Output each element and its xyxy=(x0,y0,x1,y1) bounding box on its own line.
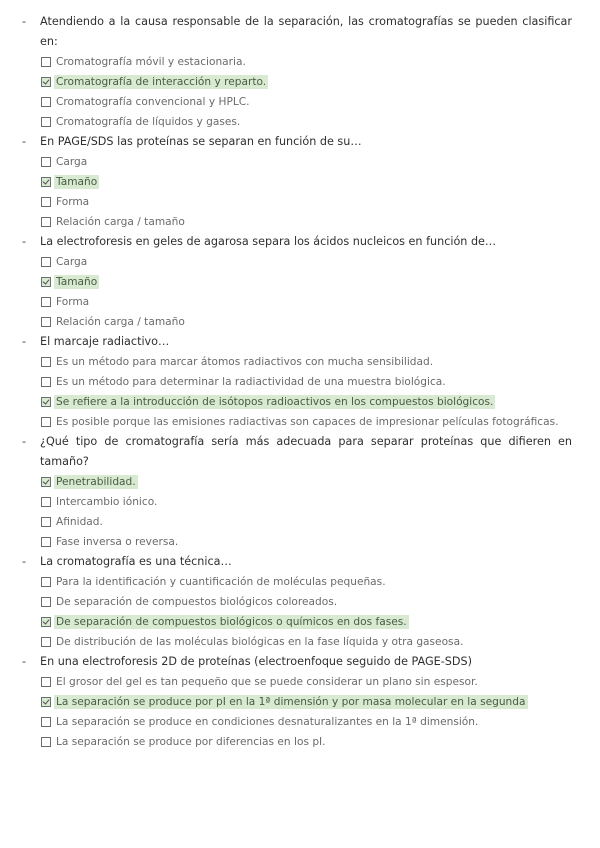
bullet-dash: - xyxy=(22,235,27,248)
answer-option[interactable] xyxy=(0,592,600,612)
checkbox-icon[interactable] xyxy=(41,117,51,127)
checkbox-icon[interactable] xyxy=(41,157,51,167)
option-text: Cromatografía de interacción y reparto. xyxy=(56,76,267,88)
option-text: La separación se produce por pI en la 1ª dimensión y por masa molecular en la segunda xyxy=(56,696,526,708)
option-text: Cromatografía de líquidos y gases. xyxy=(56,116,241,128)
option-text: Es un método para determinar la radiactividad de una muestra biológica. xyxy=(56,376,446,388)
option-text: Se refiere a la introducción de isótopos radioactivos en los compuestos biológicos. xyxy=(56,396,494,408)
checkbox-icon[interactable] xyxy=(41,217,51,227)
option-text: La separación se produce por diferencias en los pI. xyxy=(56,736,326,748)
answer-option[interactable] xyxy=(0,532,600,552)
option-text: Tamaño xyxy=(56,276,98,288)
answer-option[interactable] xyxy=(0,692,600,712)
checked-checkbox-icon[interactable] xyxy=(41,177,51,187)
checked-checkbox-icon[interactable] xyxy=(41,617,51,627)
checkbox-icon[interactable] xyxy=(41,597,51,607)
question-text: Atendiendo a la causa responsable de la separación, las cromatografías se pueden clasificar en: xyxy=(40,15,572,48)
option-text: Tamaño xyxy=(56,176,98,188)
answer-option[interactable] xyxy=(0,172,600,192)
question xyxy=(0,432,600,472)
checkbox-icon[interactable] xyxy=(41,737,51,747)
bullet-dash: - xyxy=(22,135,27,148)
answer-option[interactable] xyxy=(0,152,600,172)
option-text: La separación se produce en condiciones desnaturalizantes en la 1ª dimensión. xyxy=(56,716,479,728)
checkbox-icon[interactable] xyxy=(41,517,51,527)
checkbox-icon[interactable] xyxy=(41,417,51,427)
option-text: Es posible porque las emisiones radiactivas son capaces de impresionar películas fotográficas. xyxy=(56,416,559,428)
checkbox-icon[interactable] xyxy=(41,197,51,207)
checkbox-icon[interactable] xyxy=(41,577,51,587)
option-text: Forma xyxy=(56,296,90,308)
answer-option[interactable] xyxy=(0,572,600,592)
answer-option[interactable] xyxy=(0,112,600,132)
quiz-page xyxy=(0,12,600,752)
option-text: Intercambio iónico. xyxy=(56,496,158,508)
question xyxy=(0,132,600,152)
bullet-dash: - xyxy=(22,435,27,448)
option-text: Cromatografía convencional y HPLC. xyxy=(56,96,250,108)
question-text: ¿Qué tipo de cromatografía sería más adecuada para separar proteínas que difieren en tamaño? xyxy=(40,435,572,468)
checkbox-icon[interactable] xyxy=(41,97,51,107)
checkbox-icon[interactable] xyxy=(41,357,51,367)
answer-option[interactable] xyxy=(0,272,600,292)
answer-option[interactable] xyxy=(0,212,600,232)
answer-option[interactable] xyxy=(0,732,600,752)
option-text: De separación de compuestos biológicos coloreados. xyxy=(56,596,338,608)
option-text: De separación de compuestos biológicos o químicos en dos fases. xyxy=(56,616,407,628)
answer-option[interactable] xyxy=(0,612,600,632)
question xyxy=(0,12,600,52)
option-text: Fase inversa o reversa. xyxy=(56,536,179,548)
question-text: En PAGE/SDS las proteínas se separan en función de su… xyxy=(40,135,362,148)
question-text: En una electroforesis 2D de proteínas (electroenfoque seguido de PAGE-SDS) xyxy=(40,655,472,668)
answer-option[interactable] xyxy=(0,252,600,272)
checkbox-icon[interactable] xyxy=(41,257,51,267)
checkbox-icon[interactable] xyxy=(41,297,51,307)
question-text: El marcaje radiactivo… xyxy=(40,335,170,348)
checkbox-icon[interactable] xyxy=(41,317,51,327)
bullet-dash: - xyxy=(22,335,27,348)
option-text: Para la identificación y cuantificación de moléculas pequeñas. xyxy=(56,576,386,588)
option-text: Es un método para marcar átomos radiactivos con mucha sensibilidad. xyxy=(56,356,434,368)
question-text: La cromatografía es una técnica… xyxy=(40,555,232,568)
answer-option[interactable] xyxy=(0,412,600,432)
checked-checkbox-icon[interactable] xyxy=(41,477,51,487)
option-text: Relación carga / tamaño xyxy=(56,216,185,228)
checkbox-icon[interactable] xyxy=(41,637,51,647)
answer-option[interactable] xyxy=(0,312,600,332)
option-text: Afinidad. xyxy=(56,516,103,528)
option-text: El grosor del gel es tan pequeño que se puede considerar un plano sin espesor. xyxy=(56,676,478,688)
checkbox-icon[interactable] xyxy=(41,717,51,727)
checkbox-icon[interactable] xyxy=(41,377,51,387)
checkbox-icon[interactable] xyxy=(41,537,51,547)
answer-option[interactable] xyxy=(0,712,600,732)
option-text: Cromatografía móvil y estacionaria. xyxy=(56,56,246,68)
bullet-dash: - xyxy=(22,655,27,668)
option-text: De distribución de las moléculas biológicas en la fase líquida y otra gaseosa. xyxy=(56,636,464,648)
question xyxy=(0,232,600,252)
checkbox-icon[interactable] xyxy=(41,497,51,507)
question xyxy=(0,332,600,352)
answer-option[interactable] xyxy=(0,52,600,72)
option-text: Penetrabilidad. xyxy=(56,476,136,488)
answer-option[interactable] xyxy=(0,192,600,212)
answer-option[interactable] xyxy=(0,492,600,512)
answer-option[interactable] xyxy=(0,672,600,692)
answer-option[interactable] xyxy=(0,352,600,372)
question-text: La electroforesis en geles de agarosa separa los ácidos nucleicos en función de… xyxy=(40,235,497,248)
answer-option[interactable] xyxy=(0,472,600,492)
checked-checkbox-icon[interactable] xyxy=(41,77,51,87)
checked-checkbox-icon[interactable] xyxy=(41,397,51,407)
question xyxy=(0,552,600,572)
option-text: Relación carga / tamaño xyxy=(56,316,185,328)
option-text: Carga xyxy=(56,156,88,168)
checkbox-icon[interactable] xyxy=(41,677,51,687)
option-text: Forma xyxy=(56,196,90,208)
bullet-dash: - xyxy=(22,555,27,568)
checked-checkbox-icon[interactable] xyxy=(41,697,51,707)
question xyxy=(0,652,600,672)
answer-option[interactable] xyxy=(0,372,600,392)
answer-option[interactable] xyxy=(0,292,600,312)
answer-option[interactable] xyxy=(0,72,600,92)
answer-option[interactable] xyxy=(0,92,600,112)
answer-option[interactable] xyxy=(0,632,600,652)
option-text: Carga xyxy=(56,256,88,268)
checkbox-icon[interactable] xyxy=(41,57,51,67)
answer-option[interactable] xyxy=(0,392,600,412)
answer-option[interactable] xyxy=(0,512,600,532)
checked-checkbox-icon[interactable] xyxy=(41,277,51,287)
bullet-dash: - xyxy=(22,15,27,28)
